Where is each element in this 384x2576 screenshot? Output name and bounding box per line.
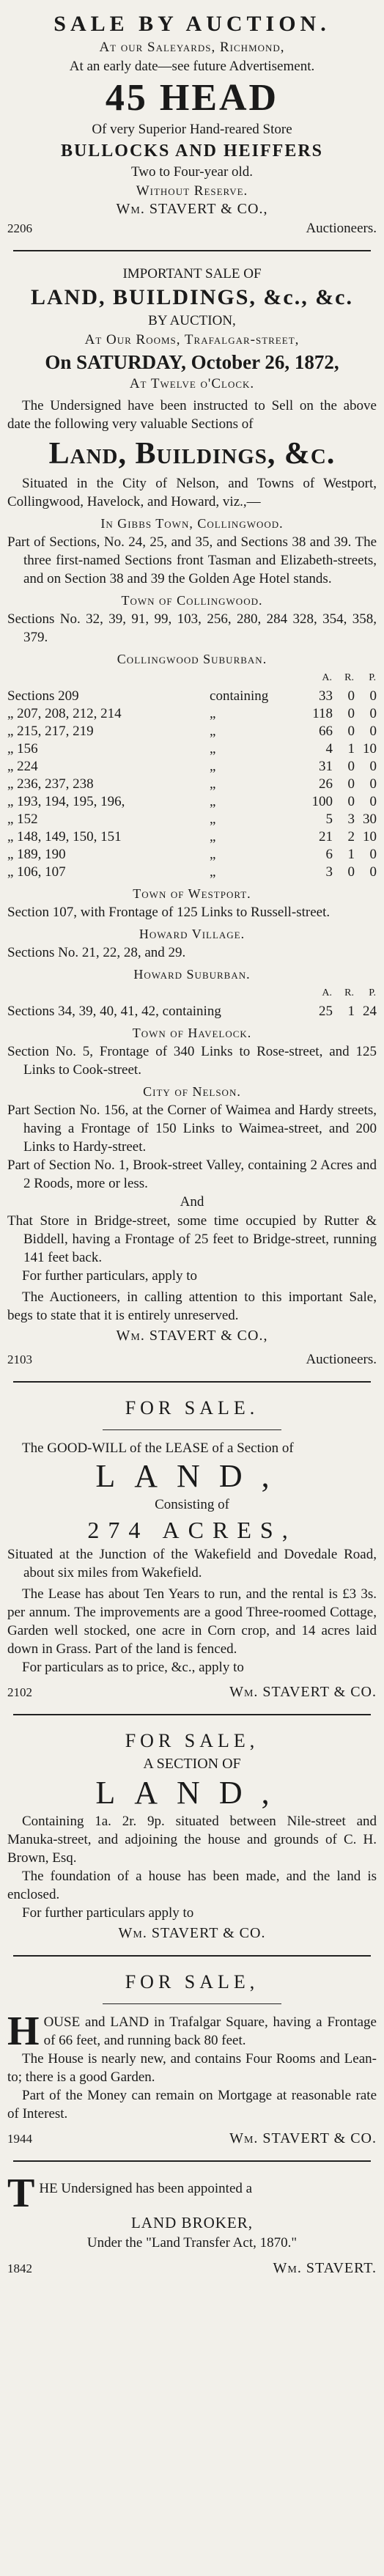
ad-livestock-auction: [7, 10, 377, 237]
ad2-gibbs-text: Part of Sections, No. 24, 25, and 35, and Sections 38 and 39. The three first-named Sections front Tasman and Elizabeth-streets, and on Section 38 and 39 the Golden Age Hotel stands.: [7, 534, 377, 586]
roods-value: 0: [347, 706, 355, 721]
ad1-footer: [7, 221, 377, 237]
ad3-particulars: For particulars as to price, &c., apply to: [22, 1660, 244, 1675]
acres-value: 5: [325, 812, 333, 827]
ad2-suburban-head: Collingwood Suburban.: [117, 652, 267, 666]
table-row: [7, 793, 377, 811]
table-row: [7, 705, 377, 723]
acres-value: 100: [311, 794, 333, 809]
ad2-by: BY AUCTION,: [148, 313, 236, 328]
ad2-howard-text: Sections No. 21, 22, 28, and 29.: [7, 945, 186, 960]
ad5-dropcap: H: [7, 2009, 40, 2054]
ad3-firm: Wm. STAVERT & CO.: [229, 1684, 377, 1700]
acres-value: 26: [319, 776, 333, 792]
section-label: „ 236, 237, 238: [7, 776, 94, 792]
section-label: „ 189, 190: [7, 847, 66, 862]
perches-value: 30: [363, 812, 377, 827]
ad5-num: 1944: [7, 2132, 32, 2146]
col-acres: A.: [322, 672, 332, 683]
ad6-para: [7, 2171, 377, 2216]
table-row: [7, 864, 377, 881]
ad2-nelson-text2: Part of Section No. 1, Brook-street Valley, containing 2 Acres and 2 Roods, more or less.: [7, 1158, 377, 1191]
roods-value: 0: [347, 688, 355, 704]
perches-value: 0: [369, 776, 377, 792]
section-label: „ 207, 208, 212, 214: [7, 706, 122, 721]
ad2-heading: IMPORTANT SALE OF: [122, 266, 262, 281]
divider: [13, 250, 371, 251]
ad3-land: LAND,: [95, 1458, 289, 1494]
acres-value: 4: [325, 741, 333, 757]
roods-value: 1: [347, 847, 355, 862]
ad1-num: 2206: [7, 221, 32, 235]
perches-value: 0: [369, 706, 377, 721]
table-row: [7, 688, 377, 705]
roods-value: 0: [347, 794, 355, 809]
ad3-num: 2102: [7, 1685, 32, 1699]
ad3-lease: The Lease has about Ten Years to run, and the rental is £3 3s. per annum. The improvements are a good Three-roomed Cottage, Garden well stocked, one acre in Corn crop, and 14 acres laid down in Grass. Part of the land is fenced.: [7, 1586, 377, 1657]
section-label: „ 224: [7, 759, 38, 774]
ad5-footer: [7, 2130, 377, 2147]
ad2-nelson-text1: Part Section No. 156, at the Corner of Waimea and Hardy streets, having a Frontage of 150 Links to Waimea-street, and 200 Links to Hardy-street.: [7, 1103, 377, 1155]
ad2-howard-head: Howard Village.: [139, 927, 245, 941]
ad3-footer: [7, 1684, 377, 1701]
perches-value: 10: [363, 829, 377, 844]
ad5-title: FOR SALE,: [125, 1971, 259, 1992]
table-row: [7, 1003, 377, 1020]
roods-value: 0: [347, 724, 355, 739]
ad2-store-text: That Store in Bridge-street, some time occupied by Rutter & Biddell, having a Frontage of 25 feet to Bridge-street, running 141 feet back.: [7, 1213, 377, 1265]
ad-lease-for-sale: [7, 1396, 377, 1701]
containing-label: containing: [210, 688, 269, 704]
perches-value: 0: [369, 794, 377, 809]
ad6-num: 1842: [7, 2262, 32, 2275]
divider: [103, 2003, 281, 2004]
table-row: [7, 740, 377, 758]
table-row: [7, 811, 377, 828]
ad6-text: HE Undersigned has been appointed a: [39, 2181, 253, 2196]
table-row: [7, 828, 377, 846]
acres-value: 33: [319, 688, 333, 704]
acres-value: 3: [325, 864, 333, 880]
col-acres: A.: [322, 987, 332, 998]
divider: [13, 2160, 371, 2162]
acres-value: 118: [312, 706, 333, 721]
table-row: [7, 758, 377, 776]
roods-value: 3: [347, 812, 355, 827]
ad-section-for-sale: [7, 1729, 377, 1942]
ad2-gibbs-head: In Gibbs Town, Collingwood.: [100, 516, 284, 531]
ad6-footer: [7, 2260, 377, 2277]
table-row: [7, 723, 377, 740]
ad2-howard-sub-table: [7, 984, 377, 1020]
ad2-date: On SATURDAY, October 26, 1872,: [45, 351, 339, 373]
table-header-row: [7, 984, 377, 1003]
containing-label: „: [210, 794, 216, 809]
ad5-house: OUSE and LAND in Trafalgar Square, having a Frontage of 66 feet, and running back 80 feet.: [43, 2014, 377, 2048]
ad1-line2: At an early date—see future Advertisement.: [69, 59, 315, 74]
ad2-nelson-head: City of Nelson.: [143, 1084, 241, 1099]
ad2-role: Auctioneers.: [306, 1352, 377, 1367]
ad3-title: FOR SALE.: [125, 1397, 259, 1418]
ad4-foundation: The foundation of a house has been made, and the land is enclosed.: [7, 1869, 377, 1902]
ad5-nearly: The House is nearly new, and contains Four Rooms and Lean-to; there is a good Garden.: [7, 2051, 377, 2085]
ad6-broker: LAND BROKER,: [130, 2214, 253, 2231]
col-roods: R.: [344, 672, 354, 683]
section-label: „ 148, 149, 150, 151: [7, 829, 122, 844]
col-perches: P.: [369, 672, 376, 683]
roods-value: 0: [347, 864, 355, 880]
ad4-particulars: For further particulars apply to: [22, 1905, 194, 1921]
ad2-notice: The Auctioneers, in calling attention to this important Sale, begs to state that it is entirely unreserved.: [7, 1289, 377, 1323]
ad1-line1: At our Saleyards, Richmond,: [99, 40, 285, 55]
containing-label: „: [210, 706, 216, 721]
howard-sub-acres: 25: [319, 1004, 333, 1019]
ad1-bullocks: BULLOCKS AND HEIFFERS: [60, 141, 324, 161]
ad5-firm: Wm. STAVERT & CO.: [229, 2130, 377, 2146]
ad3-consisting: Consisting of: [155, 1497, 229, 1512]
perches-value: 10: [363, 741, 377, 757]
ad2-westport-text: Section 107, with Frontage of 125 Links to Russell-street.: [7, 905, 331, 920]
ad2-footer: [7, 1352, 377, 1368]
ad1-big: 45 HEAD: [105, 77, 279, 119]
howard-sub-perches: 24: [363, 1004, 377, 1019]
roods-value: 1: [347, 741, 355, 757]
acres-value: 21: [319, 829, 333, 844]
perches-value: 0: [369, 759, 377, 774]
table-row: [7, 776, 377, 793]
ad4-firm: Wm. STAVERT & CO.: [118, 1925, 266, 1941]
containing-label: „: [210, 812, 216, 827]
col-perches: P.: [369, 987, 376, 998]
ad5-house-para: [7, 2009, 377, 2054]
ad1-line5: Without Reserve.: [136, 183, 248, 199]
ad4-containing: Containing 1a. 2r. 9p. situated between Nile-street and Manuka-street, and adjoining the house and grounds of C. H. Brown, Esq.: [7, 1814, 377, 1866]
ad1-title: SALE BY AUCTION.: [53, 12, 331, 36]
acres-value: 6: [325, 847, 333, 862]
ad1-firm: Wm. STAVERT & CO.,: [116, 201, 268, 217]
ad4-title: FOR SALE,: [125, 1730, 259, 1751]
ad2-title: LAND, BUILDINGS, &c., &c.: [31, 285, 353, 309]
ad2-howard-sub-head: Howard Suburban.: [133, 967, 251, 982]
ad2-intro: The Undersigned have been instructed to Sell on the above date the following very valuable Sections of: [7, 398, 377, 432]
section-label: „ 152: [7, 812, 38, 827]
section-label: „ 156: [7, 741, 38, 757]
perches-value: 0: [369, 864, 377, 880]
ad2-land-title: Land, Buildings, &c.: [48, 437, 336, 471]
ad5-money: Part of the Money can remain on Mortgage at reasonable rate of Interest.: [7, 2088, 377, 2121]
ad-house-for-sale: [7, 1970, 377, 2147]
ad2-and: And: [180, 1194, 204, 1210]
ad3-acres: 274 ACRES,: [87, 1517, 297, 1543]
acres-value: 31: [319, 759, 333, 774]
ad2-havelock-head: Town of Havelock.: [132, 1026, 252, 1040]
ad2-firm: Wm. STAVERT & CO.,: [116, 1328, 268, 1344]
section-label: „ 215, 217, 219: [7, 724, 94, 739]
ad2-time: At Twelve o'Clock.: [129, 376, 255, 391]
ad2-collingwood-head: Town of Collingwood.: [121, 593, 263, 608]
containing-label: „: [210, 829, 216, 844]
howard-sub-roods: 1: [347, 1004, 355, 1019]
section-label: Sections 209: [7, 688, 79, 704]
col-roods: R.: [344, 987, 354, 998]
containing-label: „: [210, 847, 216, 862]
ad2-havelock-text: Section No. 5, Frontage of 340 Links to Rose-street, and 125 Links to Cook-street.: [7, 1044, 377, 1078]
ad2-rooms: At Our Rooms, Trafalgar-street,: [84, 332, 300, 347]
ad-land-auction: [7, 265, 377, 1368]
containing-label: „: [210, 724, 216, 739]
perches-value: 0: [369, 688, 377, 704]
containing-label: „: [210, 741, 216, 757]
ad2-collingwood-text: Sections No. 32, 39, 91, 99, 103, 256, 280, 284 328, 354, 358, 379.: [7, 611, 377, 645]
roods-value: 2: [347, 829, 355, 844]
ad6-dropcap: T: [7, 2171, 35, 2216]
containing-label: „: [210, 864, 216, 880]
table-row: [7, 846, 377, 864]
ad3-intro: The GOOD-WILL of the LEASE of a Section of: [22, 1440, 294, 1456]
containing-label: „: [210, 776, 216, 792]
section-label: „ 193, 194, 195, 196,: [7, 794, 125, 809]
ad6-act: Under the "Land Transfer Act, 1870.": [86, 2235, 298, 2251]
ad1-line4: Two to Four-year old.: [130, 164, 254, 180]
ad4-sub: A SECTION OF: [143, 1756, 241, 1772]
newspaper-column: [7, 0, 377, 2277]
table-header-row: [7, 669, 377, 688]
section-label: „ 106, 107: [7, 864, 66, 880]
ad3-situated: Situated at the Junction of the Wakefield and Dovedale Road, about six miles from Wakefield.: [7, 1547, 377, 1580]
ad1-role: Auctioneers.: [306, 221, 377, 236]
ad2-particulars: For further particulars, apply to: [22, 1268, 198, 1284]
ad-land-broker: [7, 2171, 377, 2277]
ad4-land: LAND,: [95, 1775, 289, 1811]
roods-value: 0: [347, 776, 355, 792]
ad6-firm: Wm. STAVERT.: [273, 2260, 377, 2276]
divider: [13, 1381, 371, 1383]
ad2-suburban-table: [7, 669, 377, 881]
divider: [13, 1955, 371, 1957]
divider: [13, 1714, 371, 1715]
ad2-situated: Situated in the City of Nelson, and Towns of Westport, Collingwood, Havelock, and Howard, viz.,—: [7, 476, 377, 509]
ad2-westport-head: Town of Westport.: [133, 886, 251, 901]
divider: [103, 1429, 281, 1430]
acres-value: 66: [319, 724, 333, 739]
containing-label: „: [210, 759, 216, 774]
ad1-line3: Of very Superior Hand-reared Store: [92, 122, 292, 137]
ad2-num: 2103: [7, 1353, 32, 1366]
roods-value: 0: [347, 759, 355, 774]
perches-value: 0: [369, 724, 377, 739]
perches-value: 0: [369, 847, 377, 862]
howard-sub-label: Sections 34, 39, 40, 41, 42, containing: [7, 1004, 221, 1019]
